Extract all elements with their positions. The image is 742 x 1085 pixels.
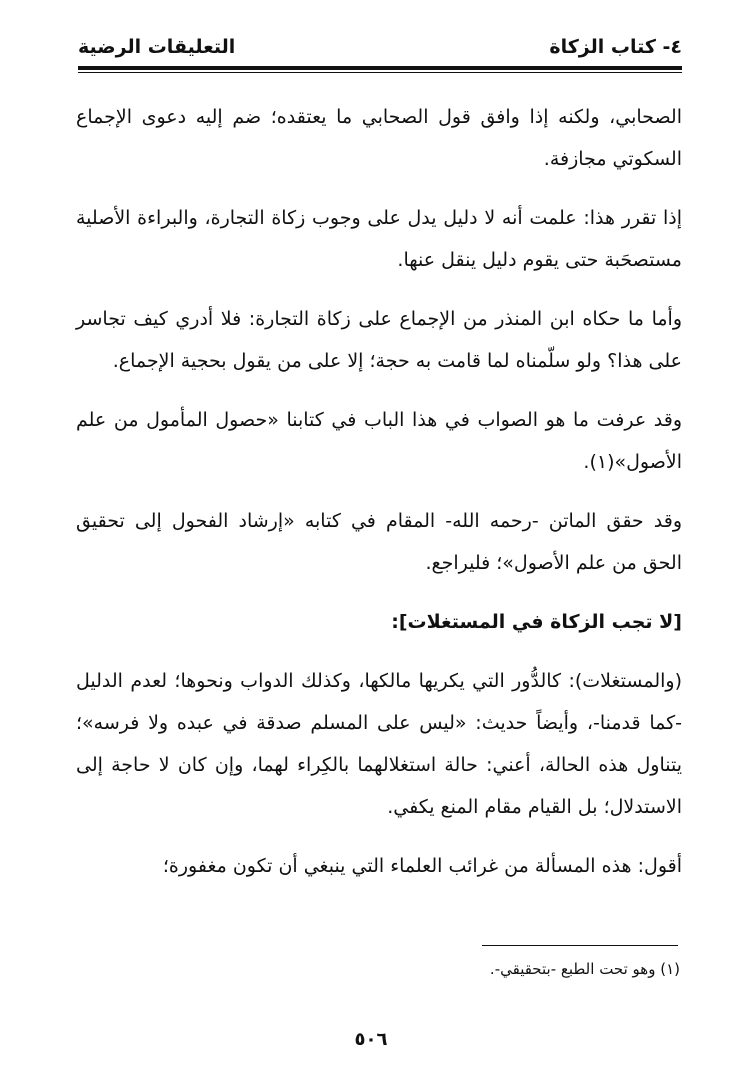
paragraph: وقد حقق الماتن -رحمه الله- المقام في كتابه «إرشاد الفحول إلى تحقيق الحق من علم الأصول»؛ فليراجع. (76, 510, 682, 574)
section-heading: [لا تجب الزكاة في المستغلات]: (391, 611, 682, 633)
chapter-title: ٤- كتاب الزكاة (549, 36, 682, 58)
paragraph: أقول: هذه المسألة من غرائب العلماء التي ينبغي أن تكون مغفورة؛ (162, 855, 682, 877)
paragraph: وقد عرفت ما هو الصواب في هذا الباب في كتابنا «حصول المأمول من علم الأصول»(١). (76, 409, 682, 473)
paragraph: الصحابي، ولكنه إذا وافق قول الصحابي ما يعتقده؛ ضم إليه دعوى الإجماع السكوتي مجازفة. (76, 106, 682, 170)
footnote-separator (482, 945, 678, 946)
header-rule-thick (78, 66, 682, 70)
main-text (76, 96, 682, 904)
paragraph: إذا تقرر هذا: علمت أنه لا دليل يدل على وجوب زكاة التجارة، والبراءة الأصلية مستصحَبة حتى يقوم دليل ينقل عنها. (76, 207, 682, 271)
footnote: (١) وهو تحت الطبع -بتحقيقي-. (489, 960, 680, 978)
header-rule-thin (78, 72, 682, 73)
running-header (78, 34, 682, 68)
page-number: ٥٠٦ (354, 1029, 388, 1050)
paragraph: وأما ما حكاه ابن المنذر من الإجماع على زكاة التجارة: فلا أدري كيف تجاسر على هذا؟ ولو سلّمناه لما قامت به حجة؛ إلا على من يقول بحجية الإجماع. (76, 308, 682, 372)
book-title: التعليقات الرضية (78, 36, 236, 58)
paragraph: (والمستغلات): كالدُّور التي يكريها مالكها، وكذلك الدواب ونحوها؛ لعدم الدليل -كما قدمنا-، وأيضاً حديث: «ليس على المسلم صدقة في عبده ولا فرسه»؛ يتناول هذه الحالة، أعني: حالة استغلالهما بالكِراء لهما، وإن كان لا حاجة إلى الاستدلال؛ بل القيام مقام المنع يكفي. (76, 670, 682, 818)
